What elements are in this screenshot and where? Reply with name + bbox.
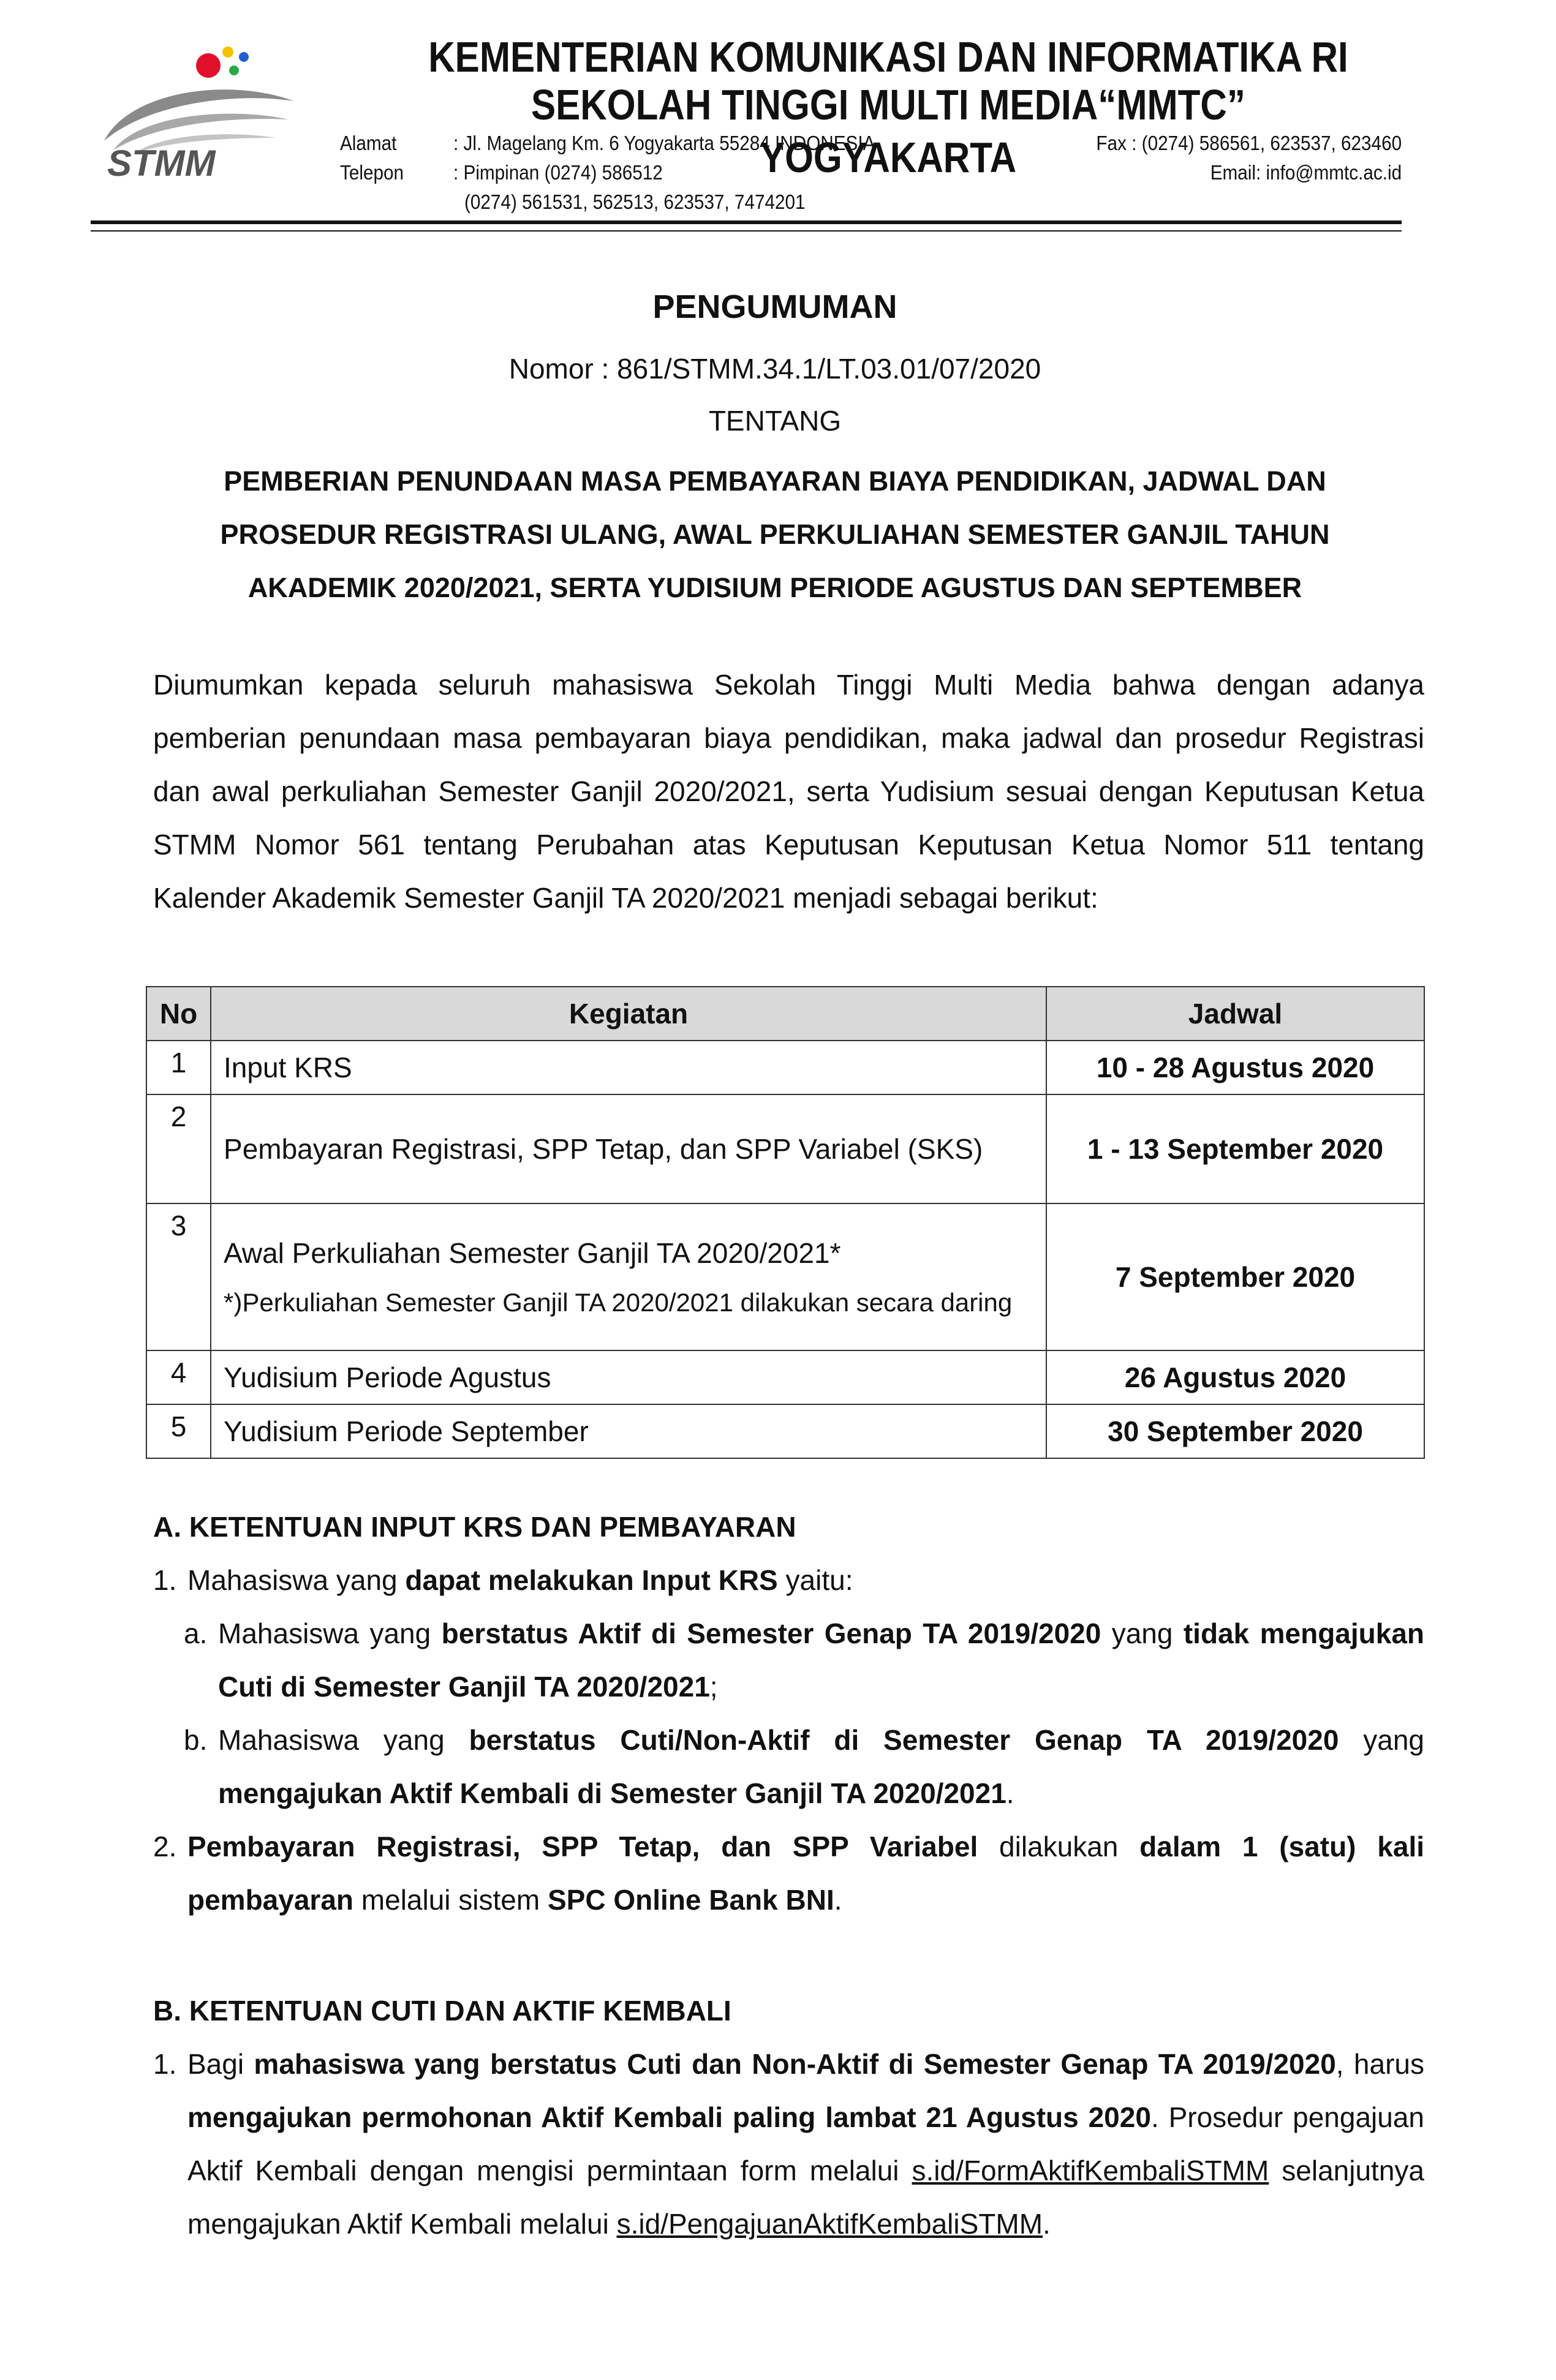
address-value: : Jl. Magelang Km. 6 Yogyakarta 55284 INDONESIA xyxy=(453,132,875,154)
row-activity: Input KRS xyxy=(211,1041,1046,1094)
row-activity-note: *)Perkuliahan Semester Ganjil TA 2020/2021 dilakukan secara daring xyxy=(224,1288,1013,1317)
row-activity: Pembayaran Registrasi, SPP Tetap, dan SPP Variabel (SKS) xyxy=(211,1094,1046,1203)
list-number: 1. xyxy=(153,2048,177,2080)
row-schedule: 26 Agustus 2020 xyxy=(1046,1350,1424,1404)
schedule-table xyxy=(146,986,1425,1459)
text-run: . Prosedur pengajuan Aktif Kembali dengan mengisi permintaan form melalui xyxy=(187,2101,1425,2186)
text-run-bold: mengajukan Aktif Kembali di Semester Ganjil TA 2020/2021 xyxy=(218,1777,1006,1809)
row-schedule: 7 September 2020 xyxy=(1046,1203,1424,1350)
text-run: Mahasiswa yang xyxy=(187,1564,406,1596)
logo-dot-red xyxy=(196,53,221,78)
row-activity-cell xyxy=(211,1203,1046,1350)
text-run: Mahasiswa yang xyxy=(218,1724,469,1756)
fax-number: Fax : (0274) 586561, 623537, 623460 xyxy=(1096,132,1402,154)
table-row xyxy=(146,1350,1424,1404)
email-address: Email: info@mmtc.ac.id xyxy=(1210,161,1402,184)
row-activity: Yudisium Periode September xyxy=(211,1404,1046,1458)
phone-label: Telepon xyxy=(340,161,404,184)
text-run: dilakukan xyxy=(978,1831,1140,1862)
text-run-bold: berstatus Cuti/Non-Aktif di Semester Genap TA 2019/2020 xyxy=(469,1724,1339,1756)
text-run-bold: SPC Online Bank BNI xyxy=(547,1884,834,1916)
subject-line-2: PROSEDUR REGISTRASI ULANG, AWAL PERKULIAHAN SEMESTER GANJIL TAHUN xyxy=(220,519,1330,550)
section-b-heading: B. KETENTUAN CUTI DAN AKTIF KEMBALI xyxy=(153,1995,731,2027)
section-a-item-1 xyxy=(153,1554,1424,1607)
header-no: No xyxy=(146,987,211,1041)
institution-line-2: SEKOLAH TINGGI MULTI MEDIA“MMTC” YOGYAKARTA xyxy=(531,81,1245,181)
header-activity: Kegiatan xyxy=(211,987,1046,1041)
text-run: Bagi xyxy=(187,2048,254,2080)
phone-value-2: (0274) 561531, 562513, 623537, 7474201 xyxy=(464,190,806,213)
list-letter: b. xyxy=(184,1724,208,1756)
row-no: 3 xyxy=(146,1203,211,1350)
text-run: selanjutnya mengajukan Aktif Kembali melalui xyxy=(187,2155,1424,2240)
subject-line-3: AKADEMIK 2020/2021, SERTA YUDISIUM PERIODE AGUSTUS DAN SEPTEMBER xyxy=(247,572,1302,603)
text-run: yang xyxy=(1339,1724,1425,1756)
logo-dot-yellow xyxy=(222,47,233,58)
text-run: , harus xyxy=(1335,2048,1424,2080)
list-number: 1. xyxy=(153,1564,177,1596)
address-label: Alamat xyxy=(340,132,397,154)
row-no: 2 xyxy=(146,1094,211,1203)
letterhead-rule-thick xyxy=(91,220,1402,224)
text-run: . xyxy=(834,1884,842,1916)
row-schedule: 1 - 13 September 2020 xyxy=(1046,1094,1424,1203)
section-a-item-1a xyxy=(153,1607,1424,1714)
phone-value: : Pimpinan (0274) 586512 xyxy=(453,161,663,184)
letterhead-rule-thin xyxy=(91,230,1402,232)
row-schedule: 10 - 28 Agustus 2020 xyxy=(1046,1041,1424,1094)
stmm-logo xyxy=(92,34,300,181)
text-run-bold: dalam 1 (satu) kali pembayaran xyxy=(187,1831,1425,1916)
section-a xyxy=(153,1501,1424,1927)
text-run-bold: mengajukan permohonan Aktif Kembali paling lambat 21 Agustus 2020 xyxy=(187,2101,1151,2133)
form-aktif-kembali-link[interactable]: s.id/FormAktifKembaliSTMM xyxy=(912,2155,1269,2186)
section-b-item-1 xyxy=(153,2038,1424,2251)
announcement-number: Nomor : 861/STMM.34.1/LT.03.01/07/2020 xyxy=(508,353,1041,385)
section-a-item-1b xyxy=(153,1714,1424,1820)
text-run-bold: dapat melakukan Input KRS xyxy=(405,1564,778,1596)
row-activity: Awal Perkuliahan Semester Ganjil TA 2020/2021* xyxy=(224,1237,841,1269)
table-row xyxy=(146,1041,1424,1094)
section-a-heading: A. KETENTUAN INPUT KRS DAN PEMBAYARAN xyxy=(153,1511,796,1543)
text-run-bold: berstatus Aktif di Semester Genap TA 2019/2020 xyxy=(441,1617,1101,1649)
text-run: melalui sistem xyxy=(353,1884,548,1916)
row-schedule: 30 September 2020 xyxy=(1046,1404,1424,1458)
text-run: . xyxy=(1043,2208,1051,2240)
logo-text: STMM xyxy=(107,143,216,181)
logo-dot-green xyxy=(229,66,239,75)
section-a-item-2 xyxy=(153,1820,1424,1927)
table-row xyxy=(146,1203,1424,1350)
institution-line-1: KEMENTERIAN KOMUNIKASI DAN INFORMATIKA RI xyxy=(428,33,1348,81)
text-run: yaitu: xyxy=(777,1564,853,1596)
row-no: 4 xyxy=(146,1350,211,1404)
intro-paragraph: Diumumkan kepada seluruh mahasiswa Sekolah Tinggi Multi Media bahwa dengan adanya pemberian penundaan masa pembayaran biaya pendidikan, maka jadwal dan prosedur Registrasi dan awal perkuliahan Semester Ganjil 2020/2021, serta Yudisium sesuai dengan Keputusan Ketua STMM Nomor 561 tentang Perubahan atas Keputusan Keputusan Ketua Nomor 511 tentang Kalender Akademik Semester Ganjil TA 2020/2021 menjadi sebagai berikut: xyxy=(153,669,1424,914)
row-activity: Yudisium Periode Agustus xyxy=(211,1350,1046,1404)
pengajuan-aktif-kembali-link[interactable]: s.id/PengajuanAktifKembaliSTMM xyxy=(616,2208,1043,2240)
table-row xyxy=(146,1404,1424,1458)
announcement-heading: PENGUMUMAN xyxy=(652,288,897,325)
announcement-about: TENTANG xyxy=(708,405,842,437)
row-no: 5 xyxy=(146,1404,211,1458)
list-letter: a. xyxy=(184,1617,208,1649)
list-number: 2. xyxy=(153,1831,177,1862)
header-schedule: Jadwal xyxy=(1046,987,1424,1041)
announcement-subject xyxy=(153,454,1397,614)
text-run: . xyxy=(1006,1777,1014,1809)
subject-line-1: PEMBERIAN PENUNDAAN MASA PEMBAYARAN BIAYA PENDIDIKAN, JADWAL DAN xyxy=(224,465,1326,497)
section-b xyxy=(153,1984,1424,2251)
row-no: 1 xyxy=(146,1041,211,1094)
text-run-bold: tidak mengajukan Cuti di Semester Ganjil TA 2020/2021 xyxy=(218,1617,1425,1703)
text-run-bold: mahasiswa yang berstatus Cuti dan Non-Aktif di Semester Genap TA 2019/2020 xyxy=(254,2048,1336,2080)
text-run: yang xyxy=(1101,1617,1184,1649)
table-row xyxy=(146,1094,1424,1203)
text-run: ; xyxy=(709,1671,718,1703)
logo-dot-blue xyxy=(239,52,249,62)
text-run-bold: Pembayaran Registrasi, SPP Tetap, dan SPP Variabel xyxy=(187,1831,978,1862)
text-run: Mahasiswa yang xyxy=(218,1617,442,1649)
table-header-row xyxy=(146,987,1424,1041)
